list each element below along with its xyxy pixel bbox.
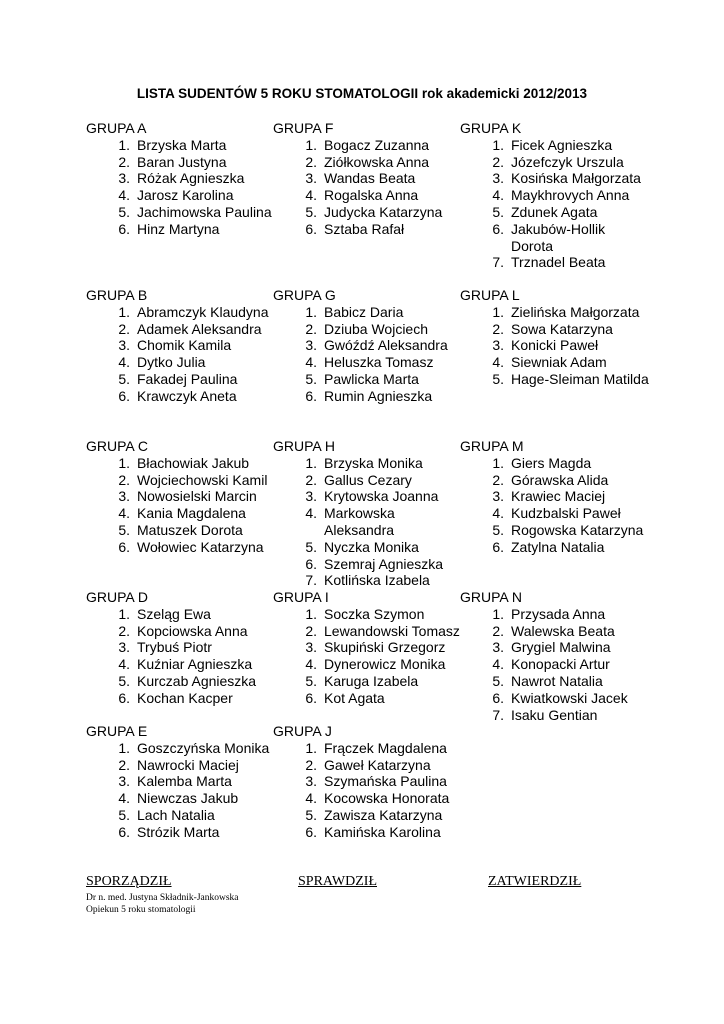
student-item: 5. Lach Natalia xyxy=(86,807,276,824)
student-item: 6. Jakubów-Hollik Dorota xyxy=(460,221,650,255)
student-name: Gaweł Katarzyna xyxy=(324,756,431,773)
student-item: 4. Siewniak Adam xyxy=(460,354,650,371)
student-name: Bogacz Zuzanna xyxy=(324,136,430,153)
student-list xyxy=(273,606,463,707)
student-list xyxy=(86,304,276,405)
student-name: Walewska Beata xyxy=(511,622,615,639)
student-name: Krawczyk Aneta xyxy=(137,387,237,404)
student-name: Giers Magda xyxy=(511,454,592,471)
student-list xyxy=(460,304,650,388)
student-item: 3. Kalemba Marta xyxy=(86,773,276,790)
group-heading: GRUPA M xyxy=(460,438,524,454)
student-item: 2. Baran Justyna xyxy=(86,154,276,171)
student-item: 6. Zatylna Natalia xyxy=(460,539,650,556)
student-name: Goszczyńska Monika xyxy=(137,739,270,756)
student-item: 4. Konopacki Artur xyxy=(460,656,650,673)
student-list xyxy=(86,137,276,238)
group-n xyxy=(460,589,650,723)
student-item: 3. Gwóźdź Aleksandra xyxy=(273,337,463,354)
student-item: 2. Adamek Aleksandra xyxy=(86,321,276,338)
student-item: 1. Brzyska Marta xyxy=(86,137,276,154)
student-item: 6. Rumin Agnieszka xyxy=(273,388,463,405)
student-name: Różak Agnieszka xyxy=(137,170,245,187)
student-list xyxy=(273,740,463,841)
student-name: Wojciechowski Kamil xyxy=(137,471,268,488)
student-list xyxy=(460,455,650,556)
student-name: Pawlicka Marta xyxy=(324,370,419,387)
student-item: 2. Kopciowska Anna xyxy=(86,623,276,640)
student-item: 1. Goszczyńska Monika xyxy=(86,740,276,757)
student-name: Gwóźdź Aleksandra xyxy=(324,337,448,354)
student-name: Babicz Daria xyxy=(324,303,404,320)
student-item: 1. Błachowiak Jakub xyxy=(86,455,276,472)
approved-label: ZATWIERDZIŁ xyxy=(488,874,582,889)
student-list xyxy=(273,304,463,405)
group-k xyxy=(460,120,650,271)
group-i xyxy=(273,589,463,707)
student-item: 5. Zawisza Katarzyna xyxy=(273,807,463,824)
student-name: Kwiatkowski Jacek xyxy=(511,689,628,706)
student-item: 4. Kudzbalski Paweł xyxy=(460,505,650,522)
student-item: 1. Brzyska Monika xyxy=(273,455,463,472)
student-name: Kot Agata xyxy=(324,689,385,706)
student-item: 6. Krawczyk Aneta xyxy=(86,388,276,405)
student-name: Brzyska Marta xyxy=(137,136,227,153)
student-name: Szemraj Agnieszka xyxy=(324,555,444,572)
student-item: 2. Józefczyk Urszula xyxy=(460,154,650,171)
group-heading: GRUPA I xyxy=(273,589,329,605)
student-item: 5. Nyczka Monika xyxy=(273,539,463,556)
student-name: Trznadel Beata xyxy=(511,254,606,271)
student-name: Konopacki Artur xyxy=(511,656,610,673)
student-item: 2. Dziuba Wojciech xyxy=(273,321,463,338)
group-j xyxy=(273,723,463,841)
student-name: Rumin Agnieszka xyxy=(324,387,433,404)
student-name: Nawrocki Maciej xyxy=(137,756,239,773)
student-name: Kotlińska Izabela xyxy=(324,572,430,589)
group-heading: GRUPA G xyxy=(273,287,336,303)
student-name: Jachimowska Paulina xyxy=(137,203,272,220)
student-name: Adamek Aleksandra xyxy=(137,320,262,337)
student-item: 3. Grygiel Malwina xyxy=(460,639,650,656)
student-item: 1. Przysada Anna xyxy=(460,606,650,623)
student-name: Lach Natalia xyxy=(137,806,215,823)
student-item: 4. Dytko Julia xyxy=(86,354,276,371)
student-name: Nyczka Monika xyxy=(324,538,419,555)
student-item: 4. Kania Magdalena xyxy=(86,505,276,522)
student-name: Nawrot Natalia xyxy=(511,672,603,689)
student-item: 5. Nawrot Natalia xyxy=(460,673,650,690)
student-name: Dziuba Wojciech xyxy=(324,320,429,337)
student-name: Strózik Marta xyxy=(137,823,220,840)
student-name: Judycka Katarzyna xyxy=(324,203,443,220)
group-heading: GRUPA B xyxy=(86,287,148,303)
student-name: Konicki Paweł xyxy=(511,337,599,354)
student-name: Jarosz Karolina xyxy=(137,187,234,204)
student-name: Kalemba Marta xyxy=(137,773,232,790)
student-name: Krawiec Maciej xyxy=(511,488,606,505)
signature-row xyxy=(86,874,606,892)
student-name: Rogowska Katarzyna xyxy=(511,521,644,538)
signer-name: Dr n. med. Justyna Składnik-Jankowska xyxy=(86,893,239,903)
student-name: Abramczyk Klaudyna xyxy=(137,303,269,320)
student-item: 6. Strózik Marta xyxy=(86,824,276,841)
student-item: 3. Kosińska Małgorzata xyxy=(460,170,650,187)
student-item: 1. Frączek Magdalena xyxy=(273,740,463,757)
student-item: 1. Bogacz Zuzanna xyxy=(273,137,463,154)
student-name: Hinz Martyna xyxy=(137,220,220,237)
student-name: Grygiel Malwina xyxy=(511,639,611,656)
student-item: 6. Kamińska Karolina xyxy=(273,824,463,841)
student-list xyxy=(86,606,276,707)
student-name: Lewandowski Tomasz xyxy=(324,622,460,639)
student-name: Szeląg Ewa xyxy=(137,605,211,622)
student-item: 5. Kurczab Agnieszka xyxy=(86,673,276,690)
student-name: Kuźniar Agnieszka xyxy=(137,656,253,673)
student-item: 4. Jarosz Karolina xyxy=(86,187,276,204)
student-item: 5. Fakadej Paulina xyxy=(86,371,276,388)
group-f xyxy=(273,120,463,238)
student-item: 4. Markowska Aleksandra xyxy=(273,505,463,539)
student-name: Isaku Gentian xyxy=(511,706,598,723)
student-item: 1. Giers Magda xyxy=(460,455,650,472)
group-heading: GRUPA J xyxy=(273,723,332,739)
student-item: 1. Zielińska Małgorzata xyxy=(460,304,650,321)
student-name: Wandas Beata xyxy=(324,170,416,187)
student-item: 1. Babicz Daria xyxy=(273,304,463,321)
student-item: 5. Matuszek Dorota xyxy=(86,522,276,539)
student-name: Zdunek Agata xyxy=(511,203,598,220)
student-item: 3. Krawiec Maciej xyxy=(460,488,650,505)
checked-label: SPRAWDZIŁ xyxy=(298,874,377,889)
student-item: 1. Ficek Agnieszka xyxy=(460,137,650,154)
student-item: 6. Wołowiec Katarzyna xyxy=(86,539,276,556)
student-name: Baran Justyna xyxy=(137,153,227,170)
student-list xyxy=(86,740,276,841)
student-item: 2. Wojciechowski Kamil xyxy=(86,472,276,489)
student-name: Zawisza Katarzyna xyxy=(324,806,443,823)
student-list xyxy=(273,137,463,238)
prepared-label: SPORZĄDZIŁ xyxy=(86,874,172,889)
student-item: 6. Hinz Martyna xyxy=(86,221,276,238)
student-name: Karuga Izabela xyxy=(324,672,419,689)
student-name: Sowa Katarzyna xyxy=(511,320,613,337)
student-name: Hage-Sleiman Matilda xyxy=(511,370,649,387)
student-name: Wołowiec Katarzyna xyxy=(137,538,264,555)
group-heading: GRUPA N xyxy=(460,589,522,605)
student-item: 3. Krytowska Joanna xyxy=(273,488,463,505)
student-item: 5. Rogowska Katarzyna xyxy=(460,522,650,539)
student-item: 4. Maykhrovych Anna xyxy=(460,187,650,204)
group-heading: GRUPA A xyxy=(86,120,147,136)
student-item: 4. Rogalska Anna xyxy=(273,187,463,204)
student-item: 1. Szeląg Ewa xyxy=(86,606,276,623)
student-item: 6. Kot Agata xyxy=(273,690,463,707)
student-name: Kania Magdalena xyxy=(137,505,246,522)
student-item: 2. Ziółkowska Anna xyxy=(273,154,463,171)
student-item: 7. Isaku Gentian xyxy=(460,707,650,724)
student-name: Jakubów-Hollik Dorota xyxy=(511,220,606,254)
group-heading: GRUPA C xyxy=(86,438,148,454)
student-item: 4. Kocowska Honorata xyxy=(273,790,463,807)
student-name: Kudzbalski Paweł xyxy=(511,505,621,522)
student-item: 5. Pawlicka Marta xyxy=(273,371,463,388)
student-item: 2. Gaweł Katarzyna xyxy=(273,757,463,774)
student-name: Nowosielski Marcin xyxy=(137,488,257,505)
student-item: 4. Niewczas Jakub xyxy=(86,790,276,807)
student-name: Dytko Julia xyxy=(137,354,206,371)
student-name: Kopciowska Anna xyxy=(137,622,248,639)
student-item: 4. Heluszka Tomasz xyxy=(273,354,463,371)
student-item: 5. Karuga Izabela xyxy=(273,673,463,690)
student-name: Brzyska Monika xyxy=(324,454,423,471)
student-item: 2. Nawrocki Maciej xyxy=(86,757,276,774)
student-item: 7. Trznadel Beata xyxy=(460,254,650,271)
student-item: 7. Kotlińska Izabela xyxy=(273,572,463,589)
group-d xyxy=(86,589,276,707)
student-item: 3. Skupiński Grzegorz xyxy=(273,639,463,656)
student-name: Sztaba Rafał xyxy=(324,220,405,237)
student-list xyxy=(460,606,650,724)
student-item: 5. Judycka Katarzyna xyxy=(273,204,463,221)
student-item: 3. Wandas Beata xyxy=(273,170,463,187)
student-item: 2. Lewandowski Tomasz xyxy=(273,623,463,640)
student-item: 3. Różak Agnieszka xyxy=(86,170,276,187)
student-item: 2. Gallus Cezary xyxy=(273,472,463,489)
student-name: Kochan Kacper xyxy=(137,689,233,706)
student-item: 1. Abramczyk Klaudyna xyxy=(86,304,276,321)
group-heading: GRUPA F xyxy=(273,120,334,136)
group-heading: GRUPA E xyxy=(86,723,148,739)
student-item: 3. Konicki Paweł xyxy=(460,337,650,354)
student-name: Ficek Agnieszka xyxy=(511,136,613,153)
student-name: Maykhrovych Anna xyxy=(511,187,630,204)
student-name: Błachowiak Jakub xyxy=(137,454,250,471)
student-item: 2. Górawska Alida xyxy=(460,472,650,489)
student-item: 2. Walewska Beata xyxy=(460,623,650,640)
student-name: Markowska Aleksandra xyxy=(324,505,395,538)
student-item: 1. Soczka Szymon xyxy=(273,606,463,623)
student-name: Górawska Alida xyxy=(511,471,609,488)
student-item: 3. Chomik Kamila xyxy=(86,337,276,354)
student-item: 3. Nowosielski Marcin xyxy=(86,488,276,505)
student-item: 5. Jachimowska Paulina xyxy=(86,204,276,221)
student-item: 4. Kuźniar Agnieszka xyxy=(86,656,276,673)
group-l xyxy=(460,287,650,388)
student-item: 5. Hage-Sleiman Matilda xyxy=(492,370,649,387)
group-m xyxy=(460,438,650,556)
student-name: Siewniak Adam xyxy=(511,354,607,371)
student-item: 6. Sztaba Rafał xyxy=(273,221,463,238)
group-g xyxy=(273,287,463,405)
student-name: Krytowska Joanna xyxy=(324,488,439,505)
group-e xyxy=(86,723,276,841)
student-name: Ziółkowska Anna xyxy=(324,153,430,170)
group-heading: GRUPA D xyxy=(86,589,148,605)
student-item: 6. Kochan Kacper xyxy=(86,690,276,707)
student-list xyxy=(273,455,463,589)
group-heading: GRUPA L xyxy=(460,287,520,303)
student-name: Heluszka Tomasz xyxy=(324,354,434,371)
student-name: Trybuś Piotr xyxy=(137,639,212,656)
student-list xyxy=(86,455,276,556)
student-name: Zatylna Natalia xyxy=(511,538,605,555)
group-heading: GRUPA H xyxy=(273,438,335,454)
student-item: 6. Szemraj Agnieszka xyxy=(273,556,463,573)
student-name: Kosińska Małgorzata xyxy=(511,170,641,187)
student-item: 6. Kwiatkowski Jacek xyxy=(460,690,650,707)
group-b xyxy=(86,287,276,405)
group-h xyxy=(273,438,463,589)
document-title: LISTA SUDENTÓW 5 ROKU STOMATOLOGII rok akademicki 2012/2013 xyxy=(136,86,588,101)
student-name: Fakadej Paulina xyxy=(137,370,238,387)
student-name: Kamińska Karolina xyxy=(324,823,441,840)
group-heading: GRUPA K xyxy=(460,120,522,136)
student-item: 4. Dynerowicz Monika xyxy=(273,656,463,673)
student-name: Frączek Magdalena xyxy=(324,739,447,756)
student-name: Dynerowicz Monika xyxy=(324,656,446,673)
student-name: Chomik Kamila xyxy=(137,337,232,354)
signer-role: Opiekun 5 roku stomatologii xyxy=(86,905,196,915)
student-item: 3. Trybuś Piotr xyxy=(86,639,276,656)
student-name: Józefczyk Urszula xyxy=(511,153,624,170)
group-a xyxy=(86,120,276,238)
student-name: Gallus Cezary xyxy=(324,471,412,488)
student-list xyxy=(460,137,650,271)
group-c xyxy=(86,438,276,556)
student-name: Zielińska Małgorzata xyxy=(511,303,640,320)
student-name: Przysada Anna xyxy=(511,605,606,622)
student-item: 2. Sowa Katarzyna xyxy=(460,321,650,338)
student-name: Kurczab Agnieszka xyxy=(137,672,257,689)
student-name: Rogalska Anna xyxy=(324,187,419,204)
student-name: Kocowska Honorata xyxy=(324,790,450,807)
student-item: 3. Szymańska Paulina xyxy=(273,773,463,790)
student-name: Szymańska Paulina xyxy=(324,773,447,790)
student-name: Niewczas Jakub xyxy=(137,790,239,807)
student-name: Soczka Szymon xyxy=(324,605,425,622)
student-name: Skupiński Grzegorz xyxy=(324,639,446,656)
student-item: 5. Zdunek Agata xyxy=(460,204,650,221)
student-name: Matuszek Dorota xyxy=(137,521,243,538)
